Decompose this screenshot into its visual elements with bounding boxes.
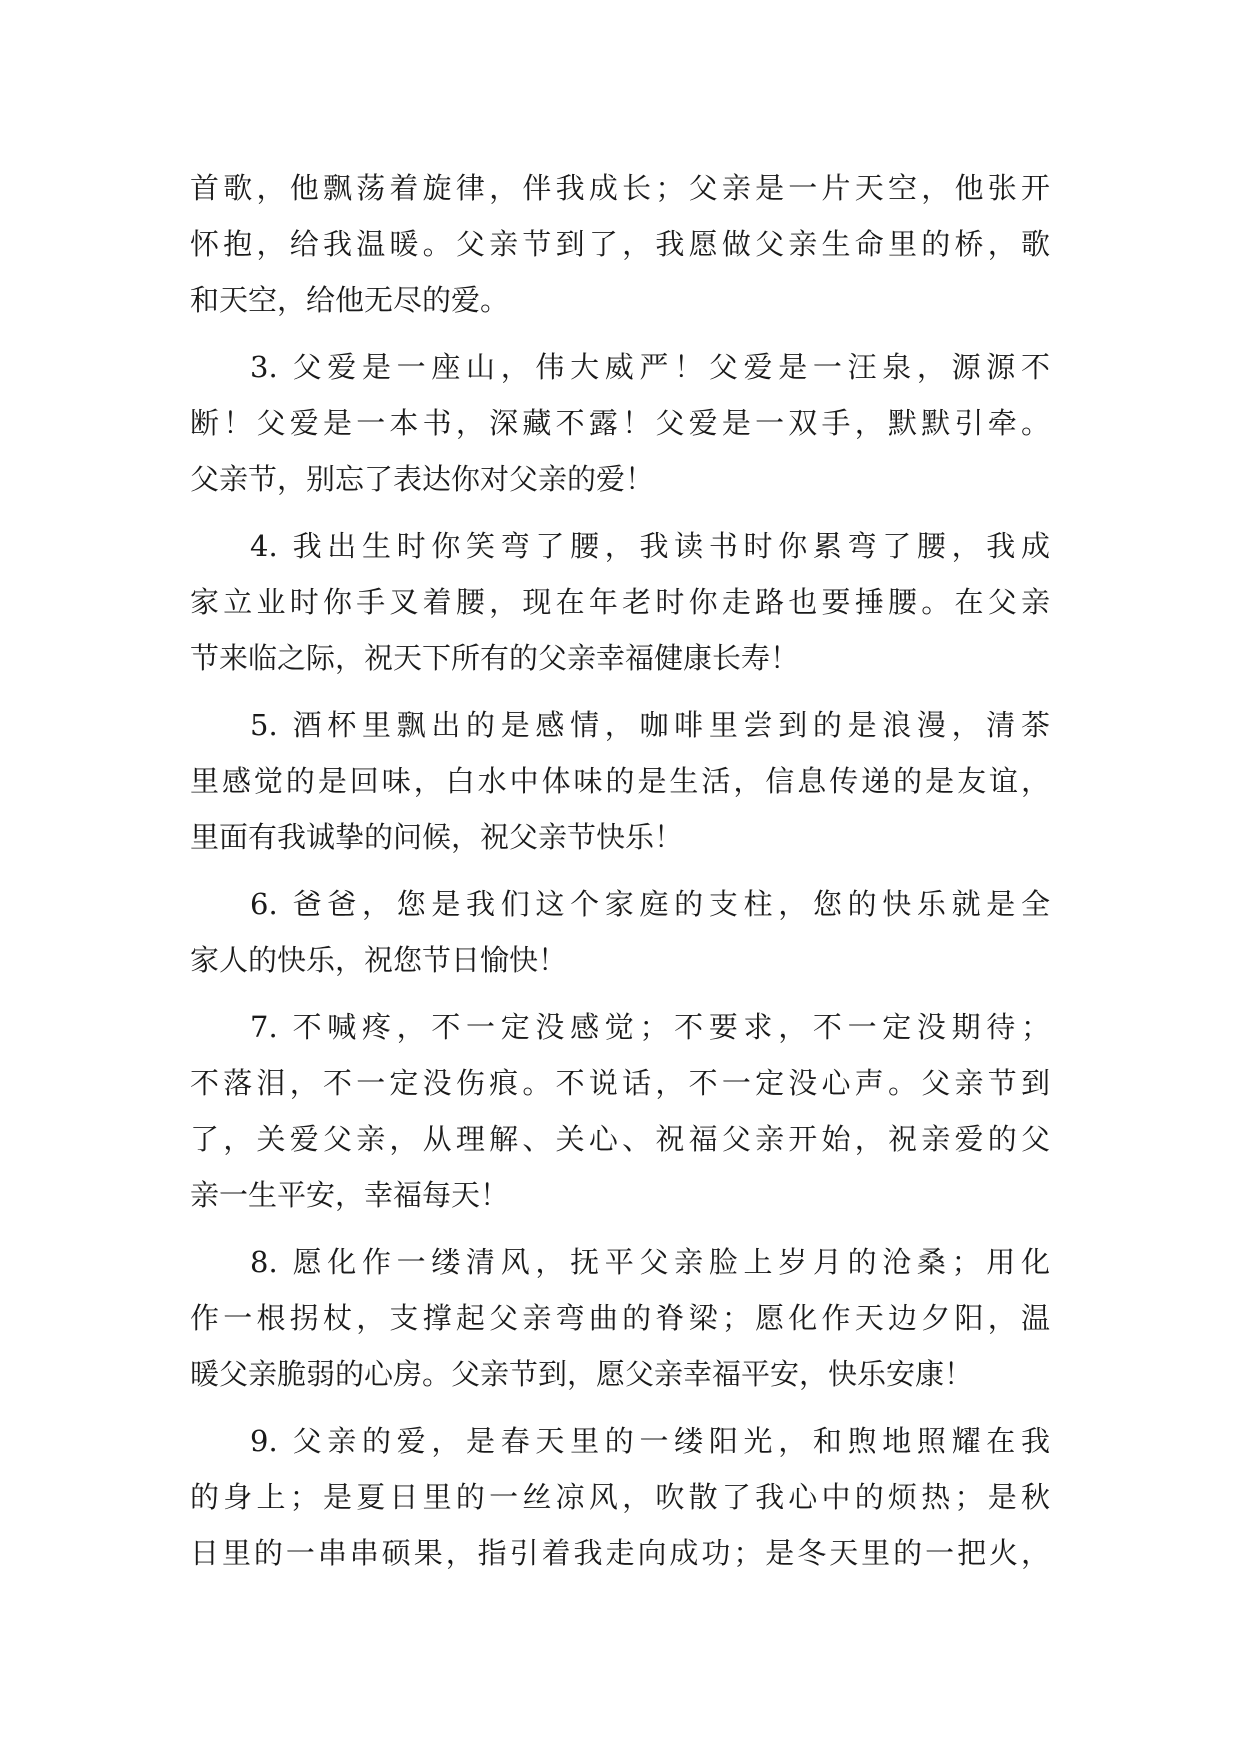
- text-line: 了，关爱父亲，从理解、关心、祝福父亲开始，祝亲爱的父: [190, 1122, 1050, 1156]
- text-line: 9. 父亲的爱，是春天里的一缕阳光，和煦地照耀在我: [250, 1424, 1050, 1458]
- text-line: 怀抱，给我温暖。父亲节到了，我愿做父亲生命里的桥，歌: [190, 227, 1050, 261]
- text-line: 父亲节，别忘了表达你对父亲的爱！: [190, 462, 655, 496]
- paragraph: [190, 518, 1050, 686]
- paragraph: [190, 1413, 1050, 1581]
- paragraph: [190, 697, 1050, 865]
- text-line: 作一根拐杖，支撑起父亲弯曲的脊梁；愿化作天边夕阳，温: [190, 1301, 1050, 1335]
- text-line: 家人的快乐，祝您节日愉快！: [190, 943, 568, 977]
- text-line: 暖父亲脆弱的心房。父亲节到，愿父亲幸福平安，快乐安康！: [190, 1357, 974, 1391]
- text-line: 里感觉的是回味，白水中体味的是生活，信息传递的是友谊，: [190, 764, 1050, 798]
- paragraph: [190, 339, 1050, 507]
- paragraph: [190, 876, 1050, 988]
- text-line: 断！父爱是一本书，深藏不露！父爱是一双手，默默引牵。: [190, 406, 1050, 440]
- paragraph: [190, 999, 1050, 1223]
- text-line: 3. 父爱是一座山，伟大威严！父爱是一汪泉，源源不: [250, 350, 1050, 384]
- text-line: 里面有我诚挚的问候，祝父亲节快乐！: [190, 820, 684, 854]
- text-line: 6. 爸爸，您是我们这个家庭的支柱，您的快乐就是全: [250, 887, 1050, 921]
- paragraph: [190, 1234, 1050, 1402]
- text-line: 节来临之际，祝天下所有的父亲幸福健康长寿！: [190, 641, 800, 675]
- text-line: 8. 愿化作一缕清风，抚平父亲脸上岁月的沧桑；用化: [250, 1245, 1050, 1279]
- text-line: 首歌，他飘荡着旋律，伴我成长；父亲是一片天空，他张开: [190, 171, 1050, 205]
- text-line: 不落泪，不一定没伤痕。不说话，不一定没心声。父亲节到: [190, 1066, 1050, 1100]
- document-body: [190, 160, 1050, 1581]
- text-line: 亲一生平安，幸福每天！: [190, 1178, 510, 1212]
- text-line: 7. 不喊疼，不一定没感觉；不要求，不一定没期待；: [250, 1010, 1050, 1044]
- text-line: 日里的一串串硕果，指引着我走向成功；是冬天里的一把火，: [190, 1536, 1050, 1570]
- text-line: 5. 酒杯里飘出的是感情，咖啡里尝到的是浪漫，清茶: [250, 708, 1050, 742]
- paragraph: [190, 160, 1050, 328]
- text-line: 4. 我出生时你笑弯了腰，我读书时你累弯了腰，我成: [250, 529, 1050, 563]
- text-line: 和天空，给他无尽的爱。: [190, 283, 510, 317]
- text-line: 的身上；是夏日里的一丝凉风，吹散了我心中的烦热；是秋: [190, 1480, 1050, 1514]
- text-line: 家立业时你手叉着腰，现在年老时你走路也要捶腰。在父亲: [190, 585, 1050, 619]
